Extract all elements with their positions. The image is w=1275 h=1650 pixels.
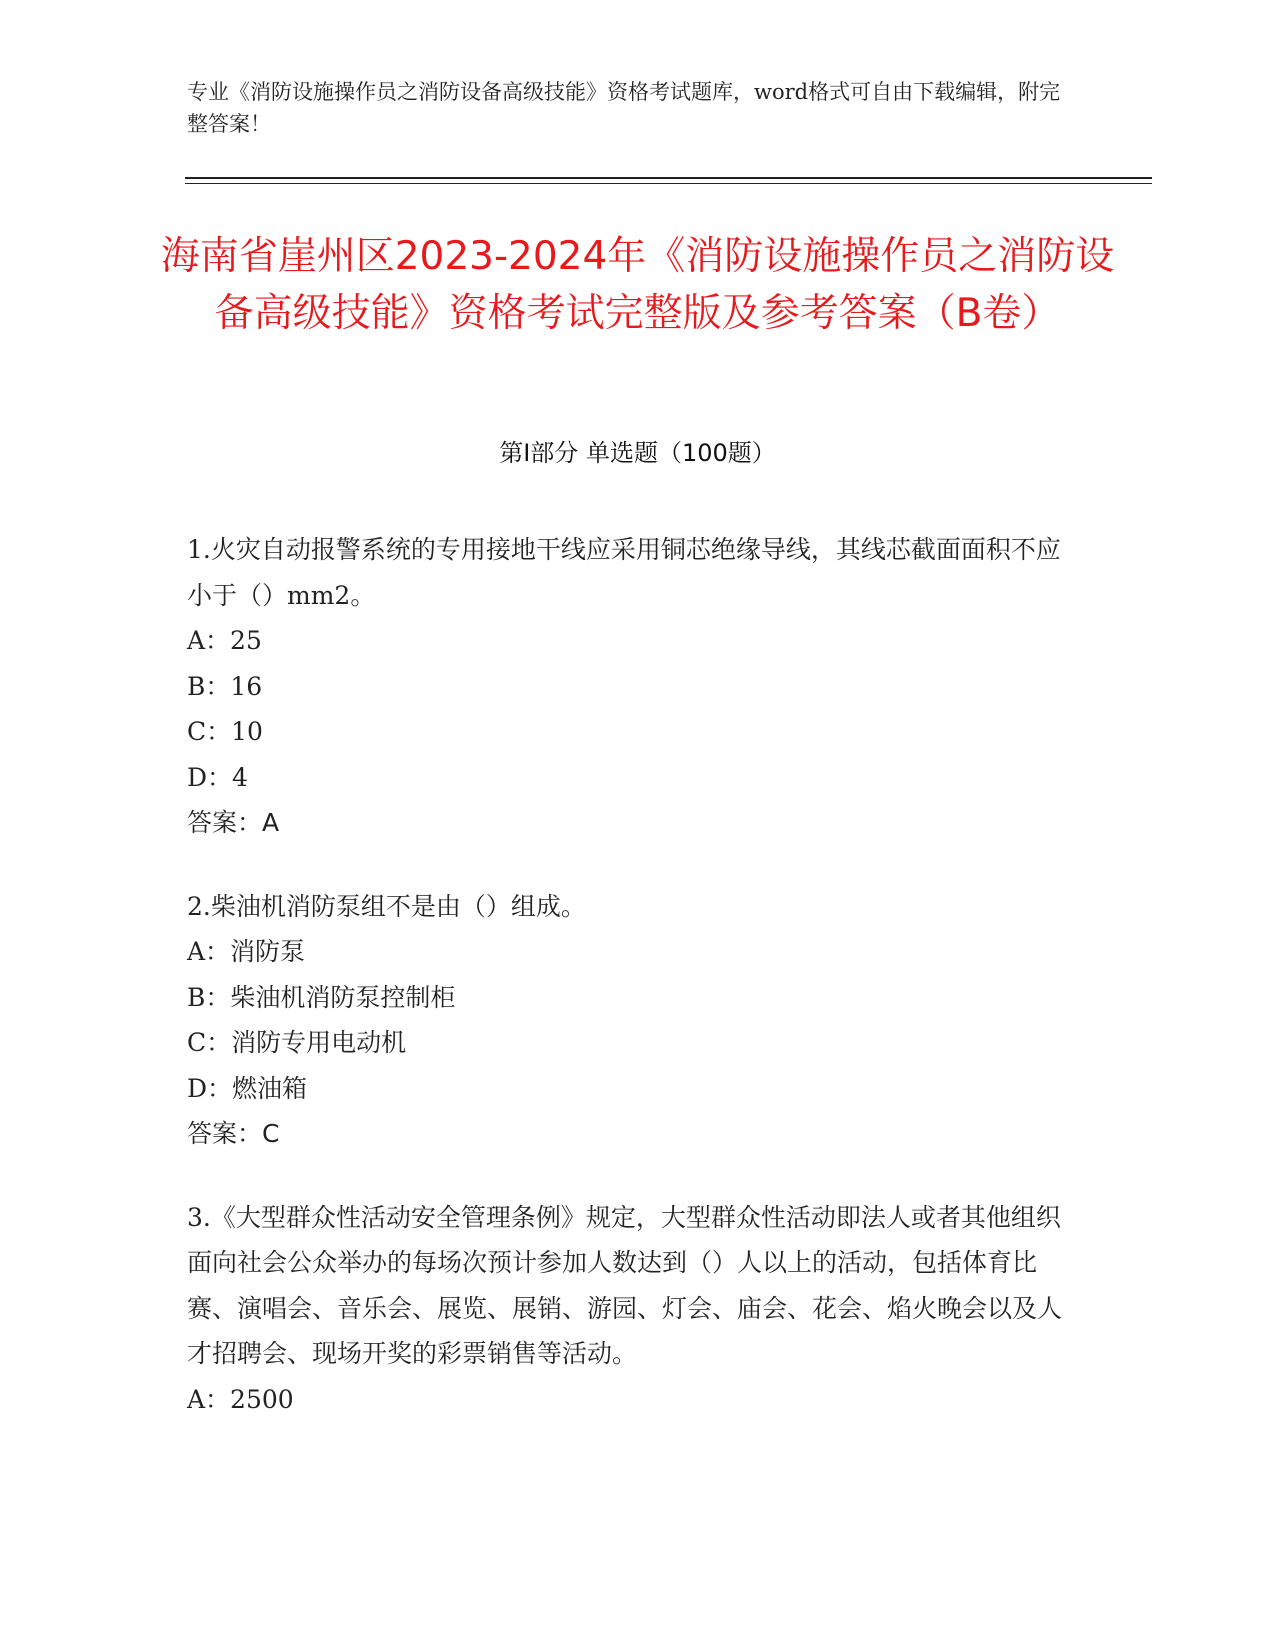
question-2	[187, 884, 1067, 1157]
header-note: 专业《消防设施操作员之消防设备高级技能》资格考试题库，word格式可自由下载编辑，附完整答案！	[187, 80, 1061, 136]
option-b: B：柴油机消防泵控制柜	[187, 982, 456, 1012]
option-a: A：25	[187, 626, 262, 655]
answer-line: 答案：A	[187, 808, 280, 837]
question-1	[187, 527, 1067, 846]
option-d: D：4	[187, 762, 248, 792]
option-c: C：消防专用电动机	[187, 1028, 407, 1057]
document-title: 海南省崖州区2023-2024年《消防设施操作员之消防设备高级技能》资格考试完整版及参考答案（B卷）	[160, 234, 1115, 336]
option-b: B：16	[187, 671, 263, 701]
question-stem: 1.火灾自动报警系统的专用接地干线应采用铜芯绝缘导线，其线芯截面面积不应小于（）mm2。	[187, 535, 1061, 610]
answer-line: 答案：C	[187, 1119, 280, 1148]
question-list	[187, 527, 1067, 1460]
header-divider-thin	[185, 183, 1152, 184]
section-heading: 第I部分 单选题（100题）	[499, 439, 776, 467]
question-stem: 2.柴油机消防泵组不是由（）组成。	[187, 891, 586, 921]
option-d: D：燃油箱	[187, 1073, 308, 1103]
option-c: C：10	[187, 717, 263, 746]
question-3	[187, 1195, 1067, 1423]
question-stem: 3.《大型群众性活动安全管理条例》规定，大型群众性活动即法人或者其他组织面向社会公众举办的每场次预计参加人数达到（）人以上的活动，包括体育比赛、演唱会、音乐会、展览、展销、游园、灯会、庙会、花会、焰火晚会以及人才招聘会、现场开奖的彩票销售等活动。	[187, 1202, 1063, 1368]
option-a: A：2500	[187, 1384, 294, 1414]
option-a: A：消防泵	[187, 937, 306, 966]
header-divider-thick	[185, 177, 1152, 179]
